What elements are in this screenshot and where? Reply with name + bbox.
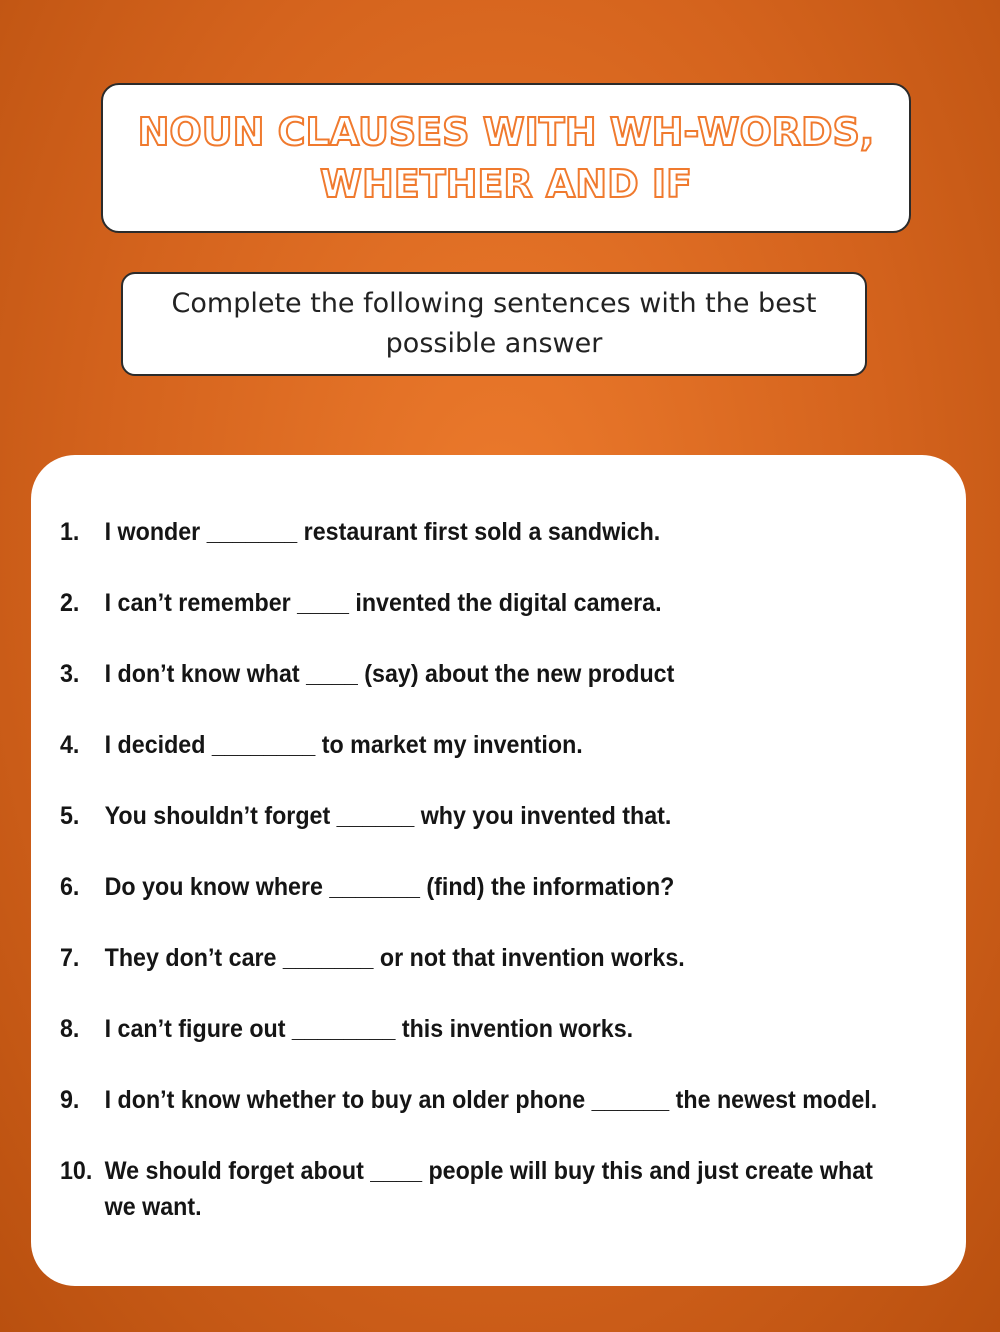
question-number: 7. (60, 944, 80, 972)
question-number: 2. (60, 589, 80, 617)
question-1 (60, 514, 878, 550)
question-6 (60, 869, 878, 905)
question-number: 8. (60, 1015, 80, 1043)
question-text: You shouldn’t forget ______ why you invented that. (104, 802, 672, 830)
question-7 (60, 940, 878, 976)
question-3 (60, 656, 878, 692)
question-text: I decided ________ to market my invention. (104, 731, 583, 759)
instructions-line-1: Complete the following sentences with the best (171, 288, 817, 319)
title-line-1: NOUN CLAUSES WITH WH-WORDS, (137, 110, 875, 154)
question-text: Do you know where _______ (find) the information? (104, 873, 675, 901)
question-number: 3. (60, 660, 80, 688)
question-number: 10. (60, 1157, 93, 1185)
question-text: We should forget about ____ people will buy this and just create what we want. (104, 1157, 873, 1221)
title-line-2: WHETHER AND IF (320, 162, 692, 206)
question-10 (60, 1153, 878, 1225)
question-number: 6. (60, 873, 80, 901)
question-9 (60, 1082, 878, 1118)
question-text: I don’t know whether to buy an older phone ______ the newest model. (104, 1086, 878, 1114)
question-number: 9. (60, 1086, 80, 1114)
questions-panel (31, 455, 966, 1286)
question-text: I don’t know what ____ (say) about the new product (104, 660, 675, 688)
question-number: 5. (60, 802, 80, 830)
question-text: I wonder _______ restaurant first sold a sandwich. (104, 518, 661, 546)
question-text: They don’t care _______ or not that invention works. (104, 944, 685, 972)
question-5 (60, 798, 878, 834)
question-8 (60, 1011, 878, 1047)
question-number: 4. (60, 731, 80, 759)
title-box (101, 83, 911, 233)
instructions-text (172, 284, 817, 364)
instructions-box (121, 272, 867, 376)
question-4 (60, 727, 878, 763)
question-number: 1. (60, 518, 80, 546)
question-text: I can’t figure out ________ this invention works. (104, 1015, 634, 1043)
question-text: I can’t remember ____ invented the digital camera. (104, 589, 662, 617)
question-2 (60, 585, 878, 621)
instructions-line-2: possible answer (385, 328, 603, 359)
